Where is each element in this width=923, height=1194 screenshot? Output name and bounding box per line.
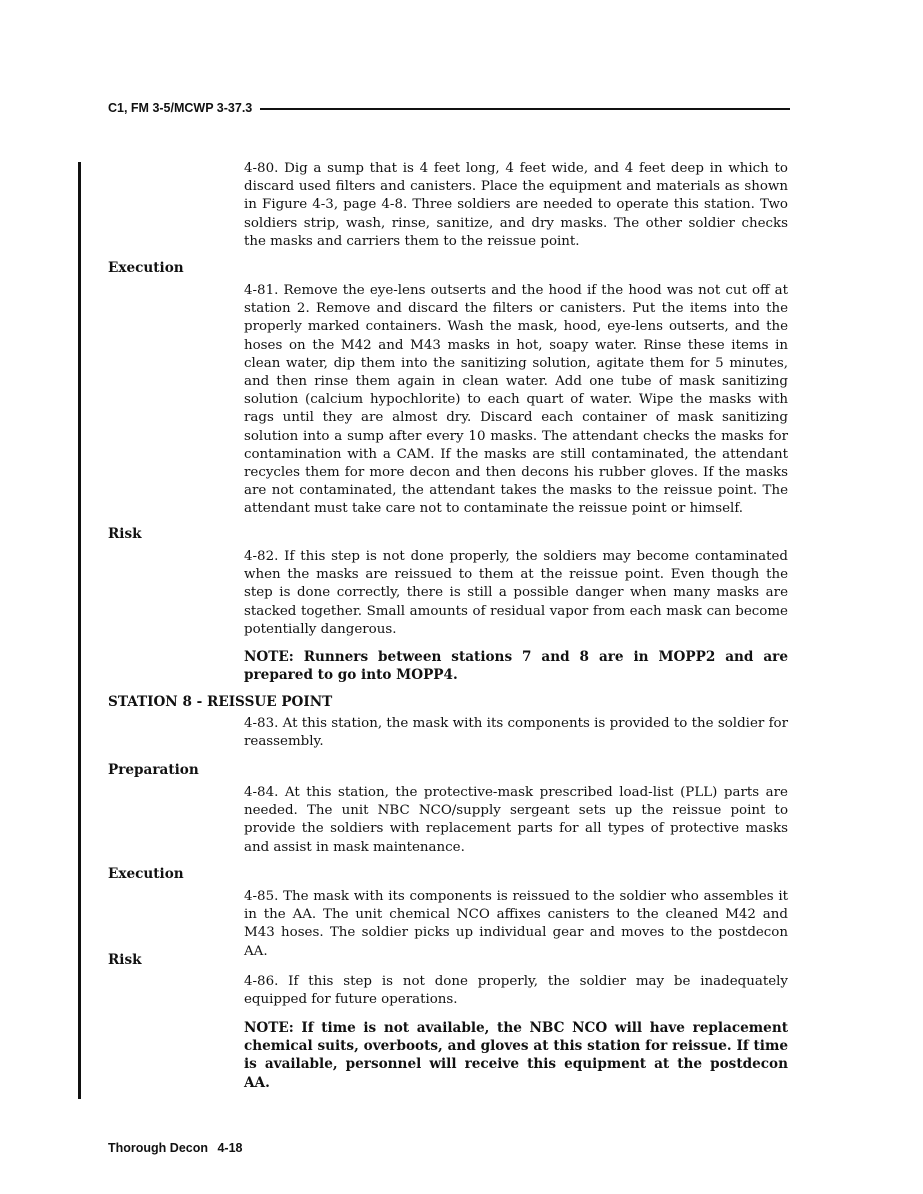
header-rule [260,108,790,110]
paragraph-4-80: 4-80. Dig a sump that is 4 feet long, 4 feet wide, and 4 feet deep in which to discard used filters and canisters. Place the equipment and materials as shown in Figure 4-3, page 4-8. Three soldiers are needed to operate this station. Two soldiers strip, wash, rinse, sanitize, and dry masks. The other soldier checks the masks and carriers them to the reissue point. [244,161,788,249]
heading-risk: Risk [108,526,142,542]
note-runners: NOTE: Runners between stations 7 and 8 are in MOPP2 and are prepared to go into MOPP4. [244,649,788,684]
paragraph-4-85: 4-85. The mask with its components is reissued to the soldier who assembles it in the AA. The unit chemical NCO affixes canisters to the cleaned M42 and M43 hoses. The soldier picks up individual gear and moves to the postdecon AA. [244,889,788,959]
running-header [108,99,790,117]
paragraph-4-86: 4-86. If this step is not done properly, the soldier may be inadequately equipped for future operations. [244,974,788,1008]
paragraph-4-81: 4-81. Remove the eye-lens outserts and the hood if the hood was not cut off at station 2. Remove and discard the filters or canisters. Put the items into the properly marked containers. Wash the mask, hood, eye-lens outserts, and the hoses on the M42 and M43 masks in hot, soapy water. Rinse these items in clean water, dip them into the sanitizing solution, agitate them for 5 minutes, and then rinse them again in clean water. Add one tube of mask sanitizing solution (calcium hypochlorite) to each quart of water. Wipe the masks with rags until they are almost dry. Discard each container of mask sanitizing solution into a sump after every 10 masks. The attendant checks the masks for contamination with a CAM. If the masks are still contaminated, the attendant recycles them for more decon and then decons his rubber gloves. If the masks are not contaminated, the attendant takes the masks to the reissue point. The attendant must take care not to contaminate the reissue point or himself. [244,283,788,517]
footer-section-title: Thorough Decon [108,1141,208,1155]
heading-execution-2: Execution [108,866,184,882]
page-footer [108,1141,243,1155]
paragraph-4-84: 4-84. At this station, the protective-mask prescribed load-list (PLL) parts are needed. The unit NBC NCO/supply sergeant sets up the reissue point to provide the soldiers with replacement parts for all types of protective masks and assist in mask maintenance. [244,785,788,855]
heading-preparation: Preparation [108,762,199,778]
paragraph-4-83: 4-83. At this station, the mask with its components is provided to the soldier for reassembly. [244,716,788,750]
footer-page-number: 4-18 [217,1141,243,1155]
heading-station-8: STATION 8 - REISSUE POINT [108,694,333,710]
running-title: C1, FM 3-5/MCWP 3-37.3 [108,101,253,115]
change-bar [78,162,81,1099]
heading-risk-2: Risk [108,952,142,968]
heading-execution: Execution [108,260,184,276]
paragraph-4-82: 4-82. If this step is not done properly, the soldiers may become contaminated when the masks are reissued to them at the reissue point. Even though the step is done correctly, there is still a possible danger when many masks are stacked together. Small amounts of residual vapor from each mask can become potentially dangerous. [244,549,788,637]
note-time-available: NOTE: If time is not available, the NBC NCO will have replacement chemical suits, overboots, and gloves at this station for reissue. If time is available, personnel will receive this equipment at the postdecon AA. [244,1020,788,1091]
